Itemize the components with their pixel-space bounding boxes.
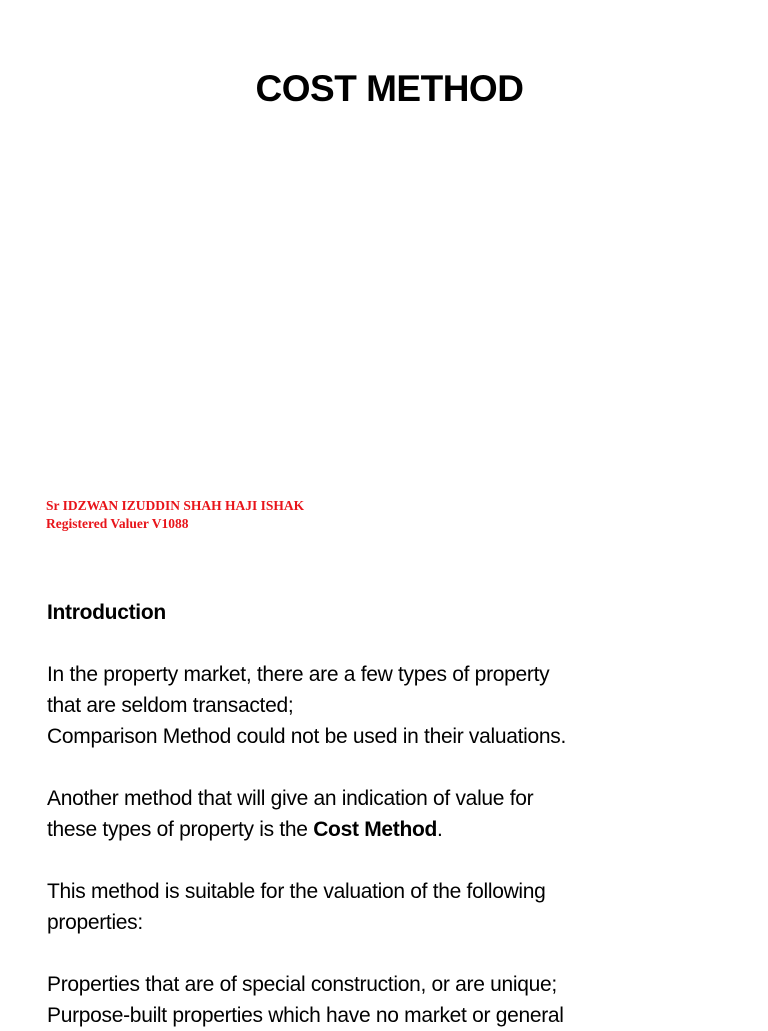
paragraph-4-line-2: Purpose-built properties which have no market or general — [47, 1004, 564, 1027]
paragraph-1-line-2: that are seldom transacted; — [47, 694, 294, 717]
paragraph-2-line-2-prefix: these types of property is the — [47, 818, 314, 841]
author-name: Sr IDZWAN IZUDDIN SHAH HAJI ISHAK — [46, 498, 305, 513]
author-credential: Registered Valuer V1088 — [46, 516, 189, 531]
paragraph-3-line-2: properties: — [47, 911, 143, 934]
section-heading: Introduction — [47, 601, 166, 624]
paragraph-2-line-2-suffix: . — [437, 818, 443, 841]
cost-method-emphasis: Cost Method — [313, 818, 438, 841]
paragraph-1-line-3: Comparison Method could not be used in their valuations. — [47, 725, 567, 748]
paragraph-3-line-1: This method is suitable for the valuation of the following — [47, 880, 546, 903]
author-block — [46, 497, 304, 533]
paragraph-1-line-1: In the property market, there are a few types of property — [47, 663, 550, 686]
paragraph-4-line-1: Properties that are of special construction, or are unique; — [47, 973, 557, 996]
paragraph-2-line-2 — [47, 814, 747, 845]
document-title: COST METHOD — [255, 68, 524, 109]
document-body — [47, 597, 747, 1031]
paragraph-2-line-1: Another method that will give an indication of value for — [47, 787, 534, 810]
